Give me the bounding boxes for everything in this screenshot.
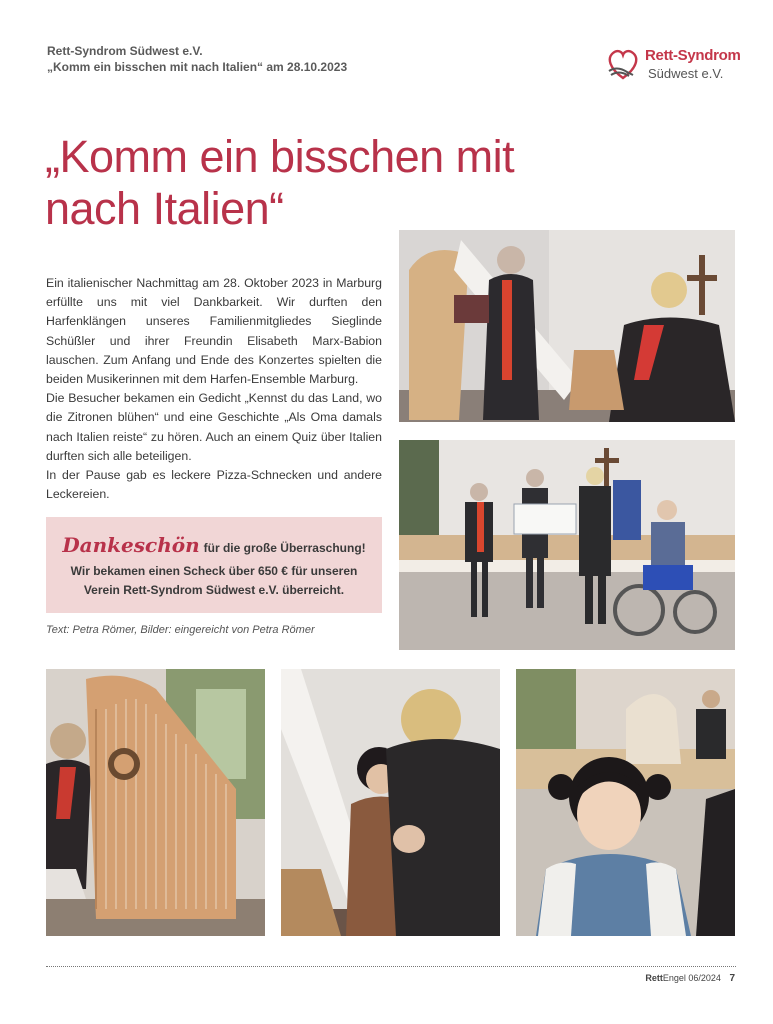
footer-divider <box>46 966 736 967</box>
article-body <box>46 274 382 504</box>
thanks-word: Dankeschön <box>62 533 200 557</box>
body-paragraph: Ein italienischer Nachmittag am 28. Oktober 2023 in Marburg erfüllte uns mit viel Dankbarkeit. Wir durften den Harfenklängen unseres Familienmitgliedes Sieglinde Schüßler und ihrer Freundin Elisabeth Marx-Babion lauschen. Zum Anfang und Ende des Konzertes spielten die beiden Musikerinnen mit dem Harfen-Ensemble Marburg. <box>46 276 382 387</box>
header-event: „Komm ein bisschen mit nach Italien“ am 28.10.2023 <box>47 60 348 74</box>
photo-embrace <box>281 669 500 936</box>
logo-subtitle: Südwest e.V. <box>648 66 724 81</box>
photo-credit: Text: Petra Römer, Bilder: eingereicht von Petra Römer <box>46 624 315 636</box>
footer <box>645 973 735 984</box>
footer-brand-bold: Rett <box>645 973 663 983</box>
photo-smiling-girl <box>516 669 735 936</box>
hands-heart-logo-icon <box>603 44 643 84</box>
photo-harp-closeup <box>46 669 265 936</box>
article-title: „Komm ein bisschen mit nach Italien“ <box>45 131 515 234</box>
header-organization: Rett-Syndrom Südwest e.V. <box>47 44 203 58</box>
thanks-headline <box>46 533 382 557</box>
photo-harpists-reading <box>399 230 735 422</box>
thanks-line: Verein Rett-Syndrom Südwest e.V. überreicht. <box>83 583 345 597</box>
logo-name: Rett-Syndrom <box>645 47 741 64</box>
photo-cheque-handover <box>399 440 735 650</box>
thanks-headline-rest: für die große Überraschung! <box>203 541 366 555</box>
thanks-line: Wir bekamen einen Scheck über 650 € für unseren <box>70 564 358 578</box>
body-paragraph: Die Besucher bekamen ein Gedicht „Kennst du das Land, wo die Zitronen blühen“ und eine Geschichte „Als Oma damals nach Italien reiste“ zu hören. Auch an einem Quiz über Italien durften sich alle beteiligen. <box>46 391 382 463</box>
footer-issue: 06/2024 <box>688 973 721 983</box>
thanks-box <box>46 517 382 613</box>
footer-brand-rest: Engel <box>662 973 686 983</box>
logo <box>603 44 743 84</box>
body-paragraph: In der Pause gab es leckere Pizza-Schnecken und andere Leckereien. <box>46 468 382 502</box>
page-number: 7 <box>729 973 735 984</box>
